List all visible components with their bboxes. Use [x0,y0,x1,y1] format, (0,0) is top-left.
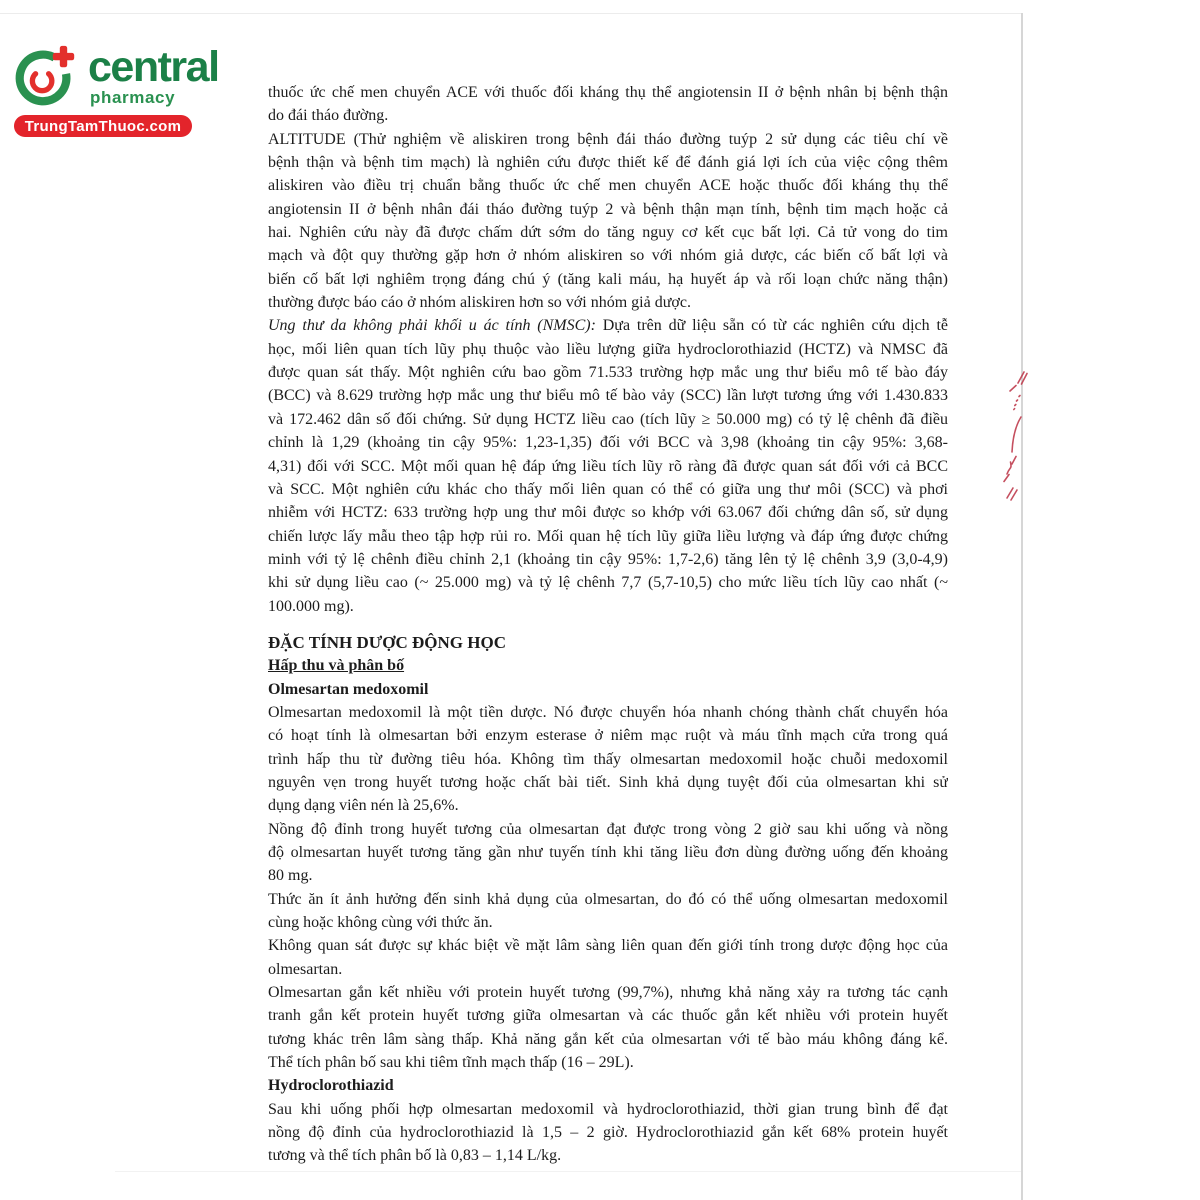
paragraph [268,888,948,935]
paragraph [268,818,948,888]
text-line: hai. Nghiên cứu này đã được chấm dứt sớm do tăng nguy cơ kết cục bất lợi. Cả tử vong do tim [268,224,948,242]
text-line: Nồng độ đỉnh trong huyết tương của olmesartan đạt được trong vòng 2 giờ sau khi uống và nồng [268,820,948,838]
text-line: aliskiren vào điều trị chuẩn bằng thuốc ức chế men chuyển ACE hoặc thuốc đối kháng thụ thể [268,177,948,195]
text-line: có hoạt tính là olmesartan bởi enzym esterase ở niêm mạc ruột và máu tĩnh mạch cửa trong quá [268,727,948,745]
section-heading [268,678,948,701]
text-line: cùng hoặc không cùng với thức ăn. [268,914,493,932]
text-line: thuốc ức chế men chuyển ACE với thuốc đối kháng thụ thể angiotensin II ở bệnh nhân bị bệnh thận [268,84,948,101]
page-bottom-edge-line [115,1171,1022,1172]
text-line: Olmesartan medoxomil là một tiền dược. Nó được chuyển hóa nhanh chóng thành chất chuyển hóa [268,703,948,721]
text-line: tranh gắn kết protein huyết tương giữa olmesartan và các thuốc gắn kết nhiều với protein huyết [268,1007,948,1025]
text-line: 4,31) đối với SCC. Một mối quan hệ đáp ứng liều tích lũy rõ ràng đã được quan sát đối với cả BCC [268,457,948,475]
text-line: bệnh thận và bệnh tim mạch) là nghiên cứu được thiết kế để đánh giá lợi ích của việc cộng thêm [268,154,948,172]
text-line: angiotensin II ở bệnh nhân đái tháo đường tuýp 2 và bệnh thận mạn tính, bệnh tim mạch hoặc cả [268,200,948,218]
paragraph [268,128,948,315]
text-line: chiến lược lấy mẫu theo tập hợp rủi ro. Mối quan hệ tích lũy giữa liều lượng và đáp ứng được chứng [268,527,948,545]
paragraph [268,314,948,617]
text-line: minh với tỷ lệ chênh điều chỉnh 2,1 (khoảng tin cậy 95%: 1,7-2,6) tăng lên tỷ lệ chênh 3,9 (3,0-4,9) [268,550,948,568]
text-line: mạch và đột quy thường gặp hơn ở nhóm aliskiren so với nhóm giả dược, các biến cố bất lợi và [268,247,948,265]
page-top-edge-line [0,13,1022,14]
text-line: dụng dạng viên nén là 25,6%. [268,797,459,815]
text-line: tương khác trên lâm sàng thấp. Khả năng gắn kết của olmesartan với tế bào máu không đáng kể. [268,1030,948,1048]
text-line: do đái tháo đường. [268,107,389,125]
paragraph [268,981,948,1074]
text-line: thường được báo cáo ở nhóm aliskiren hơn so với nhóm giả dược. [268,294,691,312]
paragraph [268,934,948,981]
text-line: 100.000 mg). [268,597,354,615]
italic-lead-text: Ung thư da không phải khối u ác tính (NMSC): [268,317,596,335]
logo-domain-banner [14,115,192,137]
logo-brand-text: central [88,43,219,91]
text-line: tương và thể tích phân bố là 0,83 – 1,14 L/kg. [268,1147,562,1165]
text-line: ĐẶC TÍNH DƯỢC ĐỘNG HỌC [268,632,507,652]
text-line: biến cố bất lợi nghiêm trọng đáng chú ý (tăng kali máu, hạ huyết áp và rối loạn chức năng thận) [268,270,948,288]
text-line: và 172.462 dân số đối chứng. Sử dụng HCTZ liều cao (tích lũy ≥ 50.000 mg) có tỷ lệ chênh đã điều [268,410,948,428]
text-line: và SCC. Một nghiên cứu khác cho thấy mối liên quan có thể có giữa ung thư môi (SCC) và phơi [268,480,948,498]
logo-brand-subtext: pharmacy [90,88,176,107]
text-line: olmesartan. [268,960,343,978]
text-line: 80 mg. [268,867,313,885]
section-heading [268,654,948,677]
text-line: (BCC) và 8.629 trường hợp mắc ung thư biểu mô tế bào vảy (SCC) lần lượt tương ứng với 1.430.833 [268,387,948,405]
text-line: Hấp thu và phân bố [268,657,405,675]
text-line: ALTITUDE (Thử nghiệm về aliskiren trong bệnh đái tháo đường tuýp 2 sử dụng các tiêu chí về [268,130,948,148]
section-heading [268,1074,948,1097]
red-pen-marks [1000,360,1030,505]
text-line: nhiễm với HCTZ: 633 trường hợp ung thư môi được so khớp với 63.067 đối chứng dân số, sử dụng [268,504,948,522]
text-line: nguyên vẹn trong huyết tương hoặc chất bài tiết. Sinh khả dụng tuyệt đối của olmesartan khi sử [268,773,948,791]
page-fold-line [1021,13,1023,1200]
text-line: Olmesartan medoxomil [268,680,429,698]
paragraph [268,1098,948,1168]
text-line: khi sử dụng liều cao (~ 25.000 mg) và tỷ lệ chênh 7,7 (5,7-10,5) cho mức liều tích lũy cao nhất (~ [268,574,948,592]
text-line: Thức ăn ít ảnh hưởng đến sinh khả dụng của olmesartan, do đó có thể uống olmesartan medoxomil [268,890,948,908]
text-line: chỉnh là 1,29 (khoảng tin cậy 95%: 1,23-1,35) đối với BCC và 3,98 (khoảng tin cậy 95%: 3,68- [268,434,948,452]
paragraph [268,81,948,128]
text-line: Không quan sát được sự khác biệt về mặt lâm sàng liên quan đến giới tính trong dược động học của [268,937,948,955]
document-text [268,81,948,1168]
text-line: được quan sát thấy. Một nghiên cứu bao gồm 71.533 trường hợp mắc ung thư biểu mô tế bào đáy [268,364,948,382]
text-line: nồng độ đỉnh của hydroclorothiazid là 1,5 – 2 giờ. Hydroclorothiazid gắn kết 68% protein huyết [268,1124,948,1142]
paragraph [268,701,948,818]
logo-domain-text: TrungTamThuoc.com [24,117,182,135]
text-line: Sau khi uống phối hợp olmesartan medoxomil và hydroclorothiazid, thời gian trung bình để đạt [268,1100,948,1118]
text-line: độ olmesartan huyết tương tăng gần như tuyến tính khi tăng liều đơn dùng đường uống đến khoảng [268,844,948,861]
text-line: Ung thư da không phải khối u ác tính (NMSC): Dựa trên dữ liệu sẵn có từ các nghiên cứu dịch tễ [268,317,948,335]
text-line: Olmesartan gắn kết nhiều với protein huyết tương (99,7%), nhưng khả năng xảy ra tương tác cạnh [268,984,948,1002]
text-line: Hydroclorothiazid [268,1077,394,1095]
section-heading [268,631,948,654]
text-line: Thể tích phân bố sau khi tiêm tĩnh mạch thấp (16 – 29L). [268,1054,634,1072]
central-pharmacy-logo [14,38,219,140]
central-pharmacy-c-icon [14,41,78,111]
text-line: học, mối liên quan tích lũy phụ thuộc vào liều lượng giữa hydroclorothiazid (HCTZ) và NMSC đã [268,340,948,358]
text-line: trình hấp thu từ đường tiêu hóa. Không tìm thấy olmesartan medoxomil hoặc chuỗi medoxomil [268,750,948,768]
